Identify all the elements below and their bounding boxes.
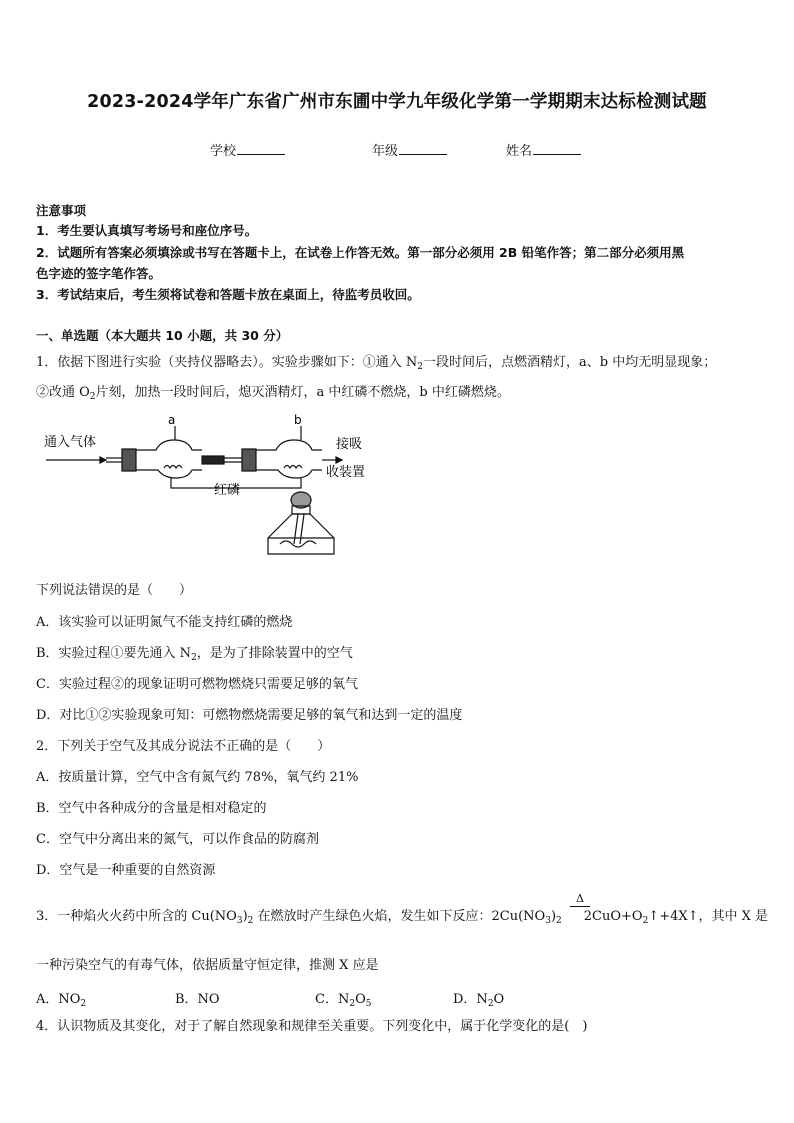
grade-field[interactable] (372, 140, 447, 159)
label-outlet-1: 接吸 (336, 437, 363, 452)
label-inlet: 通入气体 (44, 435, 97, 450)
label-phosphorus: 红磷 (214, 483, 241, 498)
delta-symbol: Δ (576, 892, 584, 905)
q2-option-a[interactable]: A．按质量计算，空气中含有氮气约 78%，氧气约 21% (36, 770, 359, 785)
q1-option-c[interactable]: C．实验过程②的现象证明可燃物燃烧只需要足够的氧气 (36, 677, 358, 692)
note-item: 1．考生要认真填写考场号和座位序号。 (36, 223, 258, 238)
grade-label: 年级 (372, 144, 399, 159)
q3-option-b[interactable]: B．NO (175, 992, 220, 1007)
note-item: 色字迹的签字笔作答。 (36, 266, 162, 281)
q2-option-c[interactable]: C．空气中分离出来的氮气，可以作食品的防腐剂 (36, 832, 319, 847)
q3-stem-line1: 3．一种焰火火药中所含的 $Cu(NO_3)_2$ 在燃放时产生绿色火焰，发生如下反应：$2Cu(NO_3)_2$ $2CuO+O_2↑+4X↑$，其中 X 是 (36, 909, 769, 926)
page-title: 2023-2024学年广东省广州市东圃中学九年级化学第一学期期末达标检测试题 (87, 92, 707, 112)
reaction-condition-line (570, 906, 590, 907)
name-field[interactable] (506, 140, 581, 159)
q2-stem: 2．下列关于空气及其成分说法不正确的是（ ） (36, 739, 331, 754)
section-heading: 一、单选题（本大题共 10 小题，共 30 分） (36, 328, 289, 343)
q3-option-c[interactable]: C．$N_2O_5$ (315, 992, 372, 1009)
q3-option-a[interactable]: A．$NO_2$ (36, 992, 87, 1009)
q3-stem-line2: 一种污染空气的有毒气体，依据质量守恒定律，推测 X 应是 (36, 958, 379, 973)
name-blank[interactable] (533, 142, 581, 155)
note-item: 3．考试结束后，考生须将试卷和答题卡放在桌面上，待监考员收回。 (36, 287, 420, 302)
notes-heading: 注意事项 (36, 203, 87, 218)
q1-option-d[interactable]: D．对比①②实验现象可知：可燃物燃烧需要足够的氧气和达到一定的温度 (36, 708, 463, 723)
label-a: a (168, 413, 176, 427)
q1-question: 下列说法错误的是（ ） (36, 583, 193, 598)
label-outlet-2: 收装置 (326, 465, 366, 480)
q4-stem: 4．认识物质及其变化，对于了解自然现象和规律至关重要。下列变化中，属于化学变化的是( ) (36, 1019, 588, 1034)
note-item: 2．试题所有答案必须填涂或书写在答题卡上，在试卷上作答无效。第一部分必须用 2B 铅笔作答；第二部分必须用黑 (36, 245, 685, 260)
q1-option-b[interactable]: B．实验过程①要先通入 $N_2$，是为了排除装置中的空气 (36, 646, 353, 663)
q1-option-a[interactable]: A．该实验可以证明氮气不能支持红磷的燃烧 (36, 615, 293, 630)
q1-stem-line2: ②改通 $O_2$片刻，加热一段时间后，熄灭酒精灯，a 中红磷不燃烧，b 中红磷燃烧。 (36, 385, 510, 402)
school-label: 学校 (210, 144, 237, 159)
apparatus-figure (36, 412, 396, 572)
grade-blank[interactable] (399, 142, 447, 155)
name-label: 姓名 (506, 144, 533, 159)
q3-option-d[interactable]: D．$N_2O$ (453, 992, 505, 1009)
school-blank[interactable] (237, 142, 285, 155)
q1-stem-line1: 1．依据下图进行实验（夹持仪器略去）。实验步骤如下：①通入 $N_2$一段时间后，点燃酒精灯，a、b 中均无明显现象； (36, 355, 717, 372)
q2-option-b[interactable]: B．空气中各种成分的含量是相对稳定的 (36, 801, 267, 816)
school-field[interactable] (210, 140, 285, 159)
label-b: b (294, 413, 302, 427)
q2-option-d[interactable]: D．空气是一种重要的自然资源 (36, 863, 216, 878)
